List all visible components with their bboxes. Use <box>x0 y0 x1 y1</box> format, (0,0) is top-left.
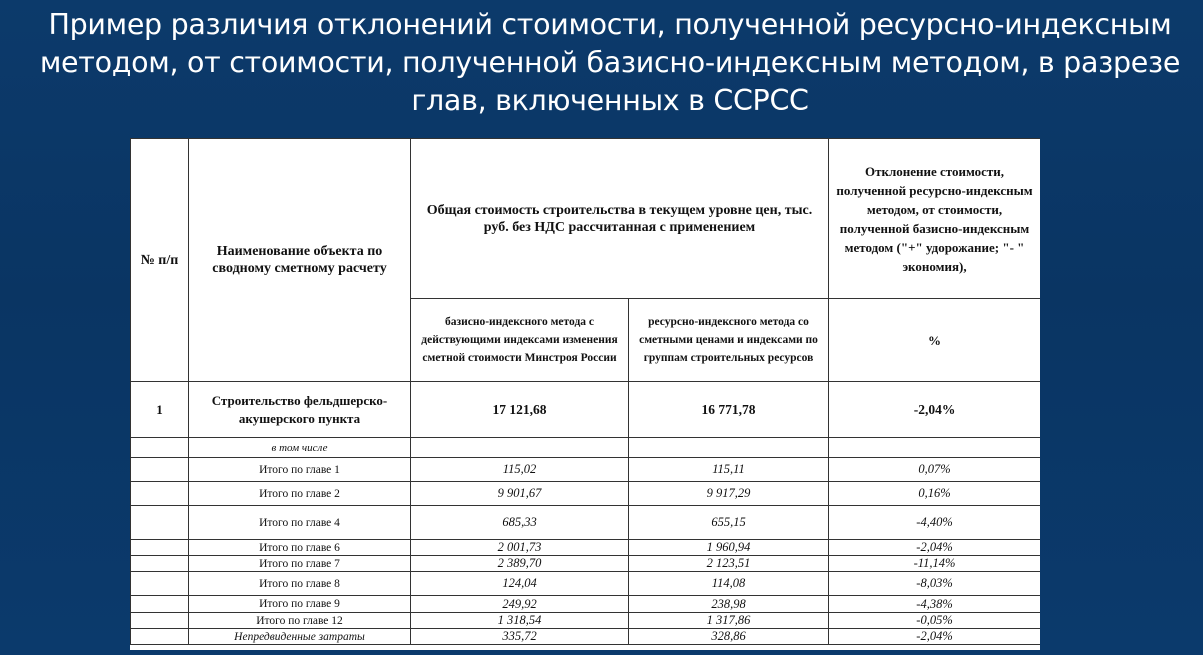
header-num: № п/п <box>131 139 189 382</box>
header-resource-method: ресурсно-индексного метода со сметными ценами и индексами по группам строительных ресурсов <box>629 299 829 382</box>
chapter-num <box>131 482 189 506</box>
chapter-num <box>131 613 189 629</box>
chapter-basis-cost: 115,02 <box>411 458 629 482</box>
chapter-name: Итого по главе 4 <box>189 506 411 540</box>
chapter-name: Итого по главе 8 <box>189 572 411 596</box>
chapter-basis-cost: 335,72 <box>411 629 629 645</box>
chapter-basis-cost: 1 318,54 <box>411 613 629 629</box>
chapter-num <box>131 629 189 645</box>
chapter-resource-cost: 1 317,86 <box>629 613 829 629</box>
chapter-num <box>131 506 189 540</box>
chapter-resource-cost: 115,11 <box>629 458 829 482</box>
chapter-basis-cost: 2 389,70 <box>411 556 629 572</box>
chapter-basis-cost: 9 901,67 <box>411 482 629 506</box>
chapter-basis-cost: 249,92 <box>411 596 629 613</box>
chapter-row <box>131 556 1041 572</box>
chapter-resource-cost: 655,15 <box>629 506 829 540</box>
chapter-num <box>131 540 189 556</box>
chapter-resource-cost: 9 917,29 <box>629 482 829 506</box>
object-deviation: -2,04% <box>829 382 1040 438</box>
chapter-basis-cost: 2 001,73 <box>411 540 629 556</box>
chapter-resource-cost: 328,86 <box>629 629 829 645</box>
chapter-name: Итого по главе 9 <box>189 596 411 613</box>
header-deviation: Отклонение стоимости, полученной ресурсно-индексным методом, от стоимости, полученной базисно-индексным методом ("+" удорожание; "- " экономия), <box>829 139 1040 299</box>
chapter-row <box>131 596 1041 613</box>
chapter-deviation: 0,07% <box>829 458 1040 482</box>
chapter-deviation: -4,38% <box>829 596 1040 613</box>
chapter-num <box>131 458 189 482</box>
chapter-row <box>131 629 1041 645</box>
chapter-deviation: 0,16% <box>829 482 1040 506</box>
header-basis-method: базисно-индексного метода с действующими индексами изменения сметной стоимости Минстроя России <box>411 299 629 382</box>
chapter-deviation: -11,14% <box>829 556 1040 572</box>
chapter-deviation: -8,03% <box>829 572 1040 596</box>
chapter-basis-cost: 124,04 <box>411 572 629 596</box>
chapter-row <box>131 506 1041 540</box>
chapter-name: Итого по главе 7 <box>189 556 411 572</box>
chapter-resource-cost: 114,08 <box>629 572 829 596</box>
object-name: Строительство фельдшерско-акушерского пункта <box>189 382 411 438</box>
chapter-row <box>131 482 1041 506</box>
chapter-num <box>131 572 189 596</box>
header-total-cost: Общая стоимость строительства в текущем уровне цен, тыс. руб. без НДС рассчитанная с применением <box>411 139 829 299</box>
chapter-row <box>131 572 1041 596</box>
chapter-name: Итого по главе 2 <box>189 482 411 506</box>
object-resource-cost: 16 771,78 <box>629 382 829 438</box>
header-row-1 <box>131 139 1041 299</box>
chapter-deviation: -4,40% <box>829 506 1040 540</box>
subheader-label: в том числе <box>189 438 411 458</box>
chapter-deviation: -2,04% <box>829 540 1040 556</box>
chapter-num <box>131 596 189 613</box>
slide-title: Пример различия отклонений стоимости, полученной ресурсно-индексным методом, от стоимости, полученной базисно-индексным методом, в разрезе глав, включенных в ССРСС <box>39 8 1181 117</box>
cost-table-image <box>130 138 1040 650</box>
chapter-resource-cost: 238,98 <box>629 596 829 613</box>
header-name: Наименование объекта по сводному сметному расчету <box>189 139 411 382</box>
chapter-name: Итого по главе 12 <box>189 613 411 629</box>
chapter-row <box>131 613 1041 629</box>
chapter-deviation: -2,04% <box>829 629 1040 645</box>
chapter-basis-cost: 685,33 <box>411 506 629 540</box>
object-num: 1 <box>131 382 189 438</box>
chapter-resource-cost: 2 123,51 <box>629 556 829 572</box>
chapter-name: Итого по главе 1 <box>189 458 411 482</box>
chapter-row <box>131 458 1041 482</box>
chapter-num <box>131 556 189 572</box>
subheader-row <box>131 438 1041 458</box>
chapter-row <box>131 540 1041 556</box>
chapter-name: Итого по главе 6 <box>189 540 411 556</box>
object-basis-cost: 17 121,68 <box>411 382 629 438</box>
cost-comparison-table <box>130 138 1040 645</box>
chapter-name: Непредвиденные затраты <box>189 629 411 645</box>
header-percent: % <box>829 299 1040 382</box>
chapter-deviation: -0,05% <box>829 613 1040 629</box>
chapter-resource-cost: 1 960,94 <box>629 540 829 556</box>
object-row <box>131 382 1041 438</box>
